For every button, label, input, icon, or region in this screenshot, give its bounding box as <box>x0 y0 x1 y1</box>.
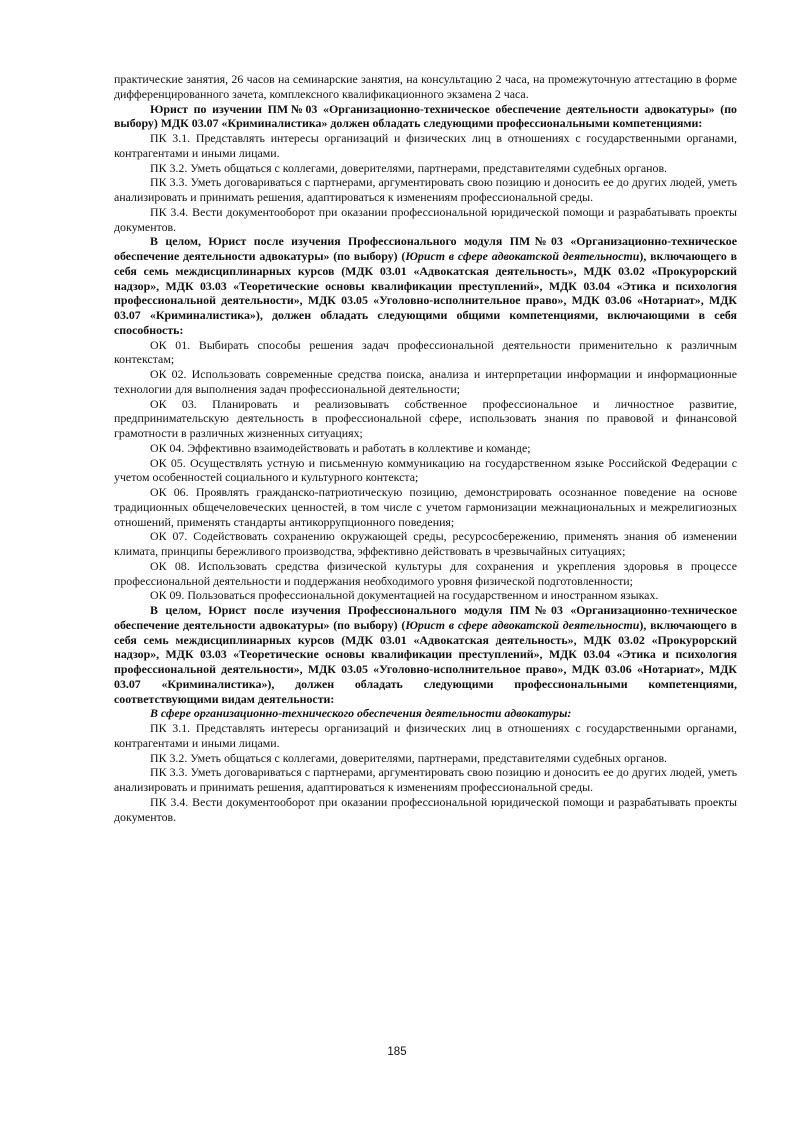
heading-text: ), включающего в себя семь междисциплинарных курсов (МДК 03.01 «Адвокатская деятельность», МДК 03.02 «Прокурорский надзор», МДК 03.03 «Теоретические основы квалификации преступлений», МДК 03.04 «Этика и психология профессиональной деятельности», МДК 03.05 «Уголовно-исполнительное право», МДК 03.06 «Нотариат», МДК 03.07 «Криминалистика»), должен обладать следующими общими компетенциями, включающими в себя способность: <box>114 249 738 337</box>
pk-item: ПК 3.3. Уметь договариваться с партнерами, аргументировать свою позицию и доносить ее до других людей, уметь анализировать и принимать решения, адаптироваться к изменениям профессиональной среды. <box>114 175 737 204</box>
ok-item: ОК 08. Использовать средства физической культуры для сохранения и укрепления здоровья в процессе профессиональной деятельности и поддержания необходимого уровня физической подготовленности; <box>114 558 737 588</box>
pk-item: ПК 3.3. Уметь договариваться с партнерами, аргументировать свою позицию и доносить ее до других людей, уметь анализировать и принимать решения, адаптироваться к изменениям профессиональной среды. <box>114 765 737 794</box>
ok-item: ОК 07. Содействовать сохранению окружающей среды, ресурсосбережению, применять знания об изменении климата, принципы бережливого производства, эффективно действовать в чрезвычайных ситуациях; <box>114 529 737 558</box>
competencies-heading-1: Юрист по изучении ПМ№03 «Организационно-техническое обеспечение деятельности адвокатуры» (по выбору) МДК 03.07 «Криминалистика» должен обладать следующими профессиональными компетенциями: <box>114 101 737 131</box>
page-number: 185 <box>387 1046 407 1058</box>
pk-item: ПК 3.4. Вести документооборот при оказании профессиональной юридической помощи и разрабатывать проекты документов. <box>114 204 737 234</box>
ok-item: ОК 02. Использовать современные средства поиска, анализа и интерпретации информации и информационные технологии для выполнения задач профессиональной деятельности; <box>114 367 737 396</box>
heading-italic: Юрист в сфере адвокатской деятельности <box>405 617 640 632</box>
ok-item: ОК 06. Проявлять гражданско-патриотическую позицию, демонстрировать осознанное поведение на основе традиционных общечеловеческих ценностей, в том числе с учетом гармонизации межнациональных и межрелигиозных отношений, применять стандарты антикоррупционного поведения; <box>114 485 737 529</box>
ok-item: ОК 04. Эффективно взаимодействовать и работать в коллективе и команде; <box>150 440 531 455</box>
document-page <box>114 72 737 824</box>
pk-item: ПК 3.2. Уметь общаться с коллегами, доверителями, партнерами, представителями судебных органов. <box>150 160 668 175</box>
intro-paragraph: практические занятия, 26 часов на семинарские занятия, на консультацию 2 часа, на промежуточную аттестацию в форме дифференцированного зачета, комплексного квалификационного экзамена 2 часа. <box>114 72 737 101</box>
ok-item: ОК 03. Планировать и реализовывать собственное профессиональное и личностное развитие, предпринимательскую деятельность в профессиональной сфере, использовать знания по правовой и финансовой грамотности в различных жизненных ситуациях; <box>114 396 737 440</box>
activity-subheading: В сфере организационно-технического обеспечения деятельности адвокатуры: <box>150 706 572 721</box>
pk-item: ПК 3.4. Вести документооборот при оказании профессиональной юридической помощи и разрабатывать проекты документов. <box>114 794 737 824</box>
ok-item: ОК 01. Выбирать способы решения задач профессиональной деятельности применительно к различным контекстам; <box>114 337 737 367</box>
pk-item: ПК 3.2. Уметь общаться с коллегами, доверителями, партнерами, представителями судебных органов. <box>150 750 668 765</box>
pk-item: ПК 3.1. Представлять интересы организаций и физических лиц в отношениях с государственными органами, контрагентами и иными лицами. <box>114 131 737 160</box>
ok-item: ОК 09. Пользоваться профессиональной документацией на государственном и иностранном языках. <box>150 588 659 603</box>
ok-item: ОК 05. Осуществлять устную и письменную коммуникацию на государственном языке Российской Федерации с учетом особенностей социального и культурного контекста; <box>114 455 737 485</box>
professional-competencies-heading <box>114 603 737 706</box>
heading-text: В целом, Юрист после изучения Профессионального модуля ПМ№03 «Организационно-техническое обеспечение деятельности адвокатуры» (по выбору) ( <box>114 234 737 263</box>
heading-text: В целом, Юрист после изучения Профессионального модуля ПМ№03 «Организационно-техническое обеспечение деятельности адвокатуры» (по выбору) ( <box>114 603 737 632</box>
heading-text: ), включающего в себя семь междисциплинарных курсов (МДК 03.01 «Адвокатская деятельность», МДК 03.02 «Прокурорский надзор», МДК 03.03 «Теоретические основы квалификации преступлений», МДК 03.04 «Этика и психология профессиональной деятельности», МДК 03.05 «Уголовно-исполнительное право», МДК 03.06 «Нотариат», МДК 03.07 «Криминалистика»), должен обладать следующими профессиональными компетенциями, соответствующими видам деятельности: <box>114 617 738 706</box>
general-competencies-heading <box>114 234 737 337</box>
pk-item: ПК 3.1. Представлять интересы организаций и физических лиц в отношениях с государственными органами, контрагентами и иными лицами. <box>114 721 737 750</box>
heading-italic: Юрист в сфере адвокатской деятельности <box>405 249 640 263</box>
